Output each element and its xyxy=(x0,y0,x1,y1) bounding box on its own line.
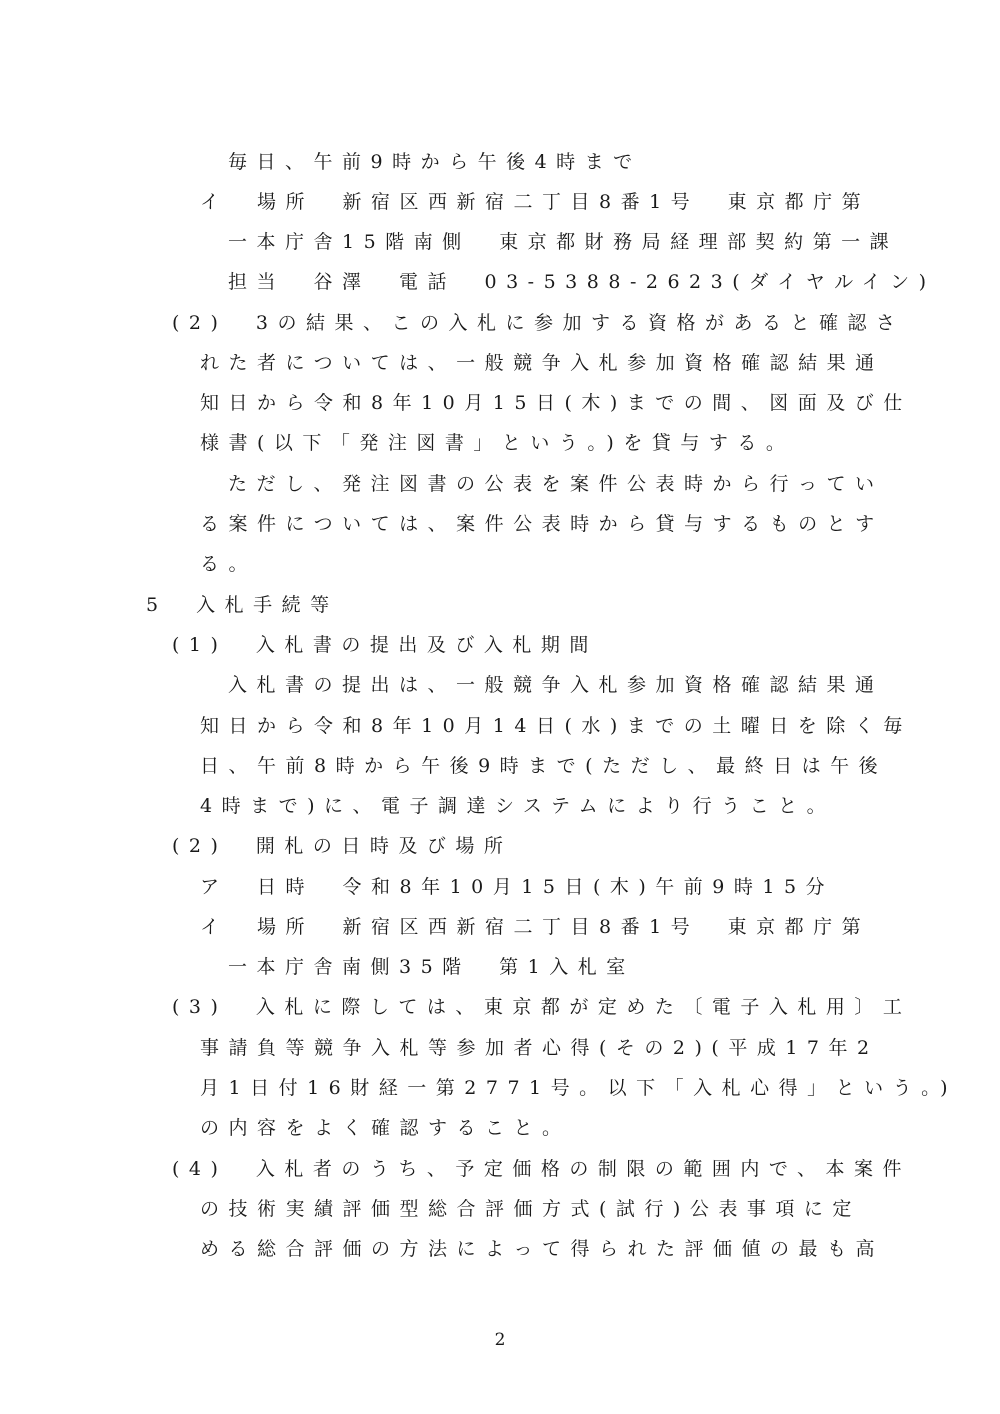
text-line: ア 日時 令和8年10月15日(木)午前9時15分 xyxy=(200,876,835,898)
text-line: 一本庁舎15階南側 東京都財務局経理部契約第一課 xyxy=(228,231,899,253)
text-line: (2) 開札の日時及び場所 xyxy=(172,835,513,857)
text-line: 事請負等競争入札等参加者心得(その2)(平成17年2 xyxy=(200,1037,879,1059)
text-line: れた者については、一般競争入札参加資格確認結果通 xyxy=(200,352,884,374)
text-line: 月1日付16財経一第2771号。以下「入札心得」という。) xyxy=(200,1077,958,1099)
text-line: の内容をよく確認すること。 xyxy=(200,1117,571,1139)
text-line: (3) 入札に際しては、東京都が定めた〔電子入札用〕工 xyxy=(172,996,912,1018)
text-line: 日、午前8時から午後9時まで(ただし、最終日は午後 xyxy=(200,755,888,777)
text-line: 入札書の提出は、一般競争入札参加資格確認結果通 xyxy=(228,674,884,696)
text-line: 知日から令和8年10月15日(木)までの間、図面及び仕 xyxy=(200,392,912,414)
section-heading: 5 入札手続等 xyxy=(146,594,339,616)
text-line: イ 場所 新宿区西新宿二丁目8番1号 東京都庁第 xyxy=(200,191,871,213)
text-line: (1) 入札書の提出及び入札期間 xyxy=(172,634,598,656)
text-line: イ 場所 新宿区西新宿二丁目8番1号 東京都庁第 xyxy=(200,916,871,938)
text-line: ただし、発注図書の公表を案件公表時から行ってい xyxy=(228,473,884,495)
text-line: 知日から令和8年10月14日(水)までの土曜日を除く毎 xyxy=(200,715,912,737)
text-line: る案件については、案件公表時から貸与するものとす xyxy=(200,513,884,535)
text-line: る。 xyxy=(200,553,258,575)
text-line: (4) 入札者のうち、予定価格の制限の範囲内で、本案件 xyxy=(172,1158,912,1180)
text-line: の技術実績評価型総合評価方式(試行)公表事項に定 xyxy=(200,1198,861,1220)
text-line: める総合評価の方法によって得られた評価値の最も高 xyxy=(200,1238,885,1260)
text-line: 様書(以下「発注図書」という。)を貸与する。 xyxy=(200,432,795,454)
text-line: 4時まで)に、電子調達システムにより行うこと。 xyxy=(200,795,836,817)
text-line: (2) 3の結果、この入札に参加する資格があると確認さ xyxy=(172,312,905,334)
text-line: 一本庁舎南側35階 第1入札室 xyxy=(228,956,635,978)
page-number: 2 xyxy=(494,1330,506,1350)
text-line: 毎日、午前9時から午後4時まで xyxy=(228,151,642,173)
text-line: 担当 谷澤 電話 03-5388-2623(ダイヤルイン) xyxy=(228,271,936,293)
